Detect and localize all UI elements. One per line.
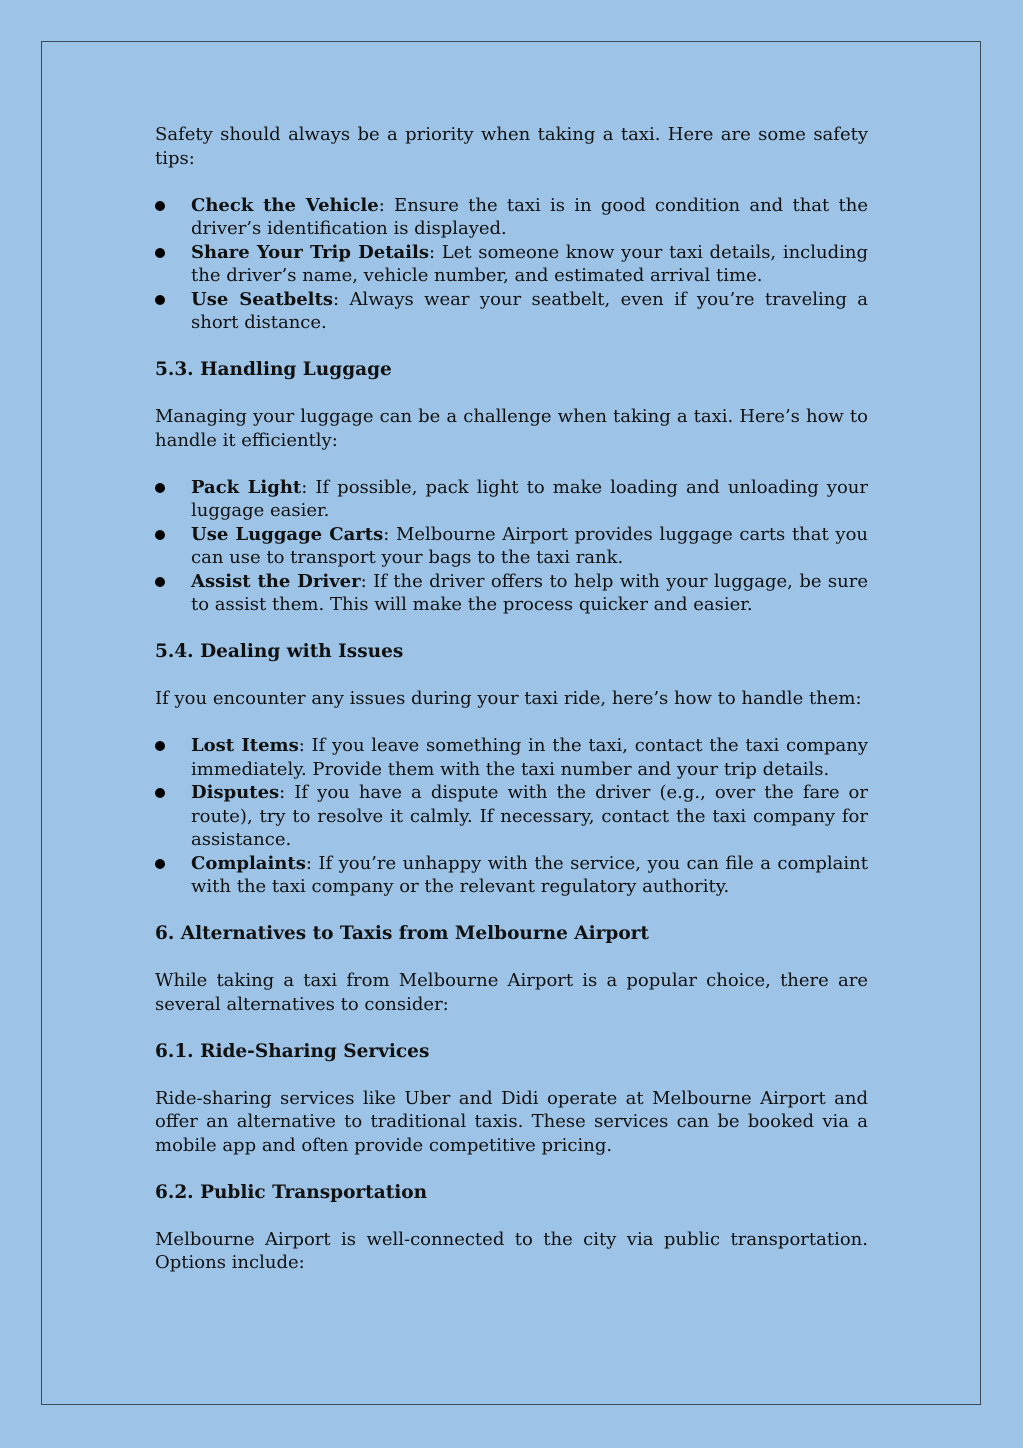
list-item: Complaints: If you’re unhappy with the service, you can file a complaint with the taxi company or the relevant regulatory authority.: [155, 852, 868, 899]
bullet-icon: [155, 741, 165, 751]
safety-tips-list: [155, 194, 868, 335]
list-item: Disputes: If you have a dispute with the driver (e.g., over the fare or route), try to resolve it calmly. If necessary, contact the taxi company for assistance.: [155, 781, 868, 852]
bullet-icon: [155, 788, 165, 798]
bullet-icon: [155, 483, 165, 493]
list-item: Use Luggage Carts: Melbourne Airport provides luggage carts that you can use to transport your bags to the taxi rank.: [155, 523, 868, 570]
section-paragraph: Managing your luggage can be a challenge when taking a taxi. Here’s how to handle it efficiently:: [155, 406, 868, 451]
issues-list: [155, 734, 868, 899]
document-body: [155, 123, 868, 1275]
section-heading-6-2: 6.2. Public Transportation: [155, 1181, 428, 1203]
bullet-icon: [155, 248, 165, 258]
intro-paragraph: Safety should always be a priority when taking a taxi. Here are some safety tips:: [155, 124, 868, 169]
list-item: Use Seatbelts: Always wear your seatbelt, even if you’re traveling a short distance.: [155, 288, 868, 335]
list-item: Assist the Driver: If the driver offers to help with your luggage, be sure to assist them. This will make the process quicker and easier.: [155, 570, 868, 617]
section-paragraph: Ride-sharing services like Uber and Didi operate at Melbourne Airport and offer an alternative to traditional taxis. These services can be booked via a mobile app and often provide competitive pricing.: [155, 1087, 868, 1156]
section-heading-6: 6. Alternatives to Taxis from Melbourne Airport: [155, 923, 649, 944]
bullet-icon: [155, 577, 165, 587]
section-paragraph: While taking a taxi from Melbourne Airport is a popular choice, there are several alternatives to consider:: [155, 970, 868, 1015]
section-heading-5-3: 5.3. Handling Luggage: [155, 359, 392, 380]
section-heading-5-4: 5.4. Dealing with Issues: [155, 641, 404, 662]
bullet-icon: [155, 530, 165, 540]
list-item: Lost Items: If you leave something in the taxi, contact the taxi company immediately. Provide them with the taxi number and your trip details.: [155, 734, 868, 781]
bullet-icon: [155, 201, 165, 211]
list-item: Check the Vehicle: Ensure the taxi is in good condition and that the driver’s identification is displayed.: [155, 194, 868, 241]
bullet-icon: [155, 295, 165, 305]
list-item: Share Your Trip Details: Let someone know your taxi details, including the driver’s name, vehicle number, and estimated arrival time.: [155, 241, 868, 288]
section-heading-6-1: 6.1. Ride-Sharing Services: [155, 1040, 430, 1062]
list-item: Pack Light: If possible, pack light to make loading and unloading your luggage easier.: [155, 476, 868, 523]
section-paragraph: Melbourne Airport is well-connected to the city via public transportation. Options include:: [155, 1228, 868, 1273]
bullet-icon: [155, 859, 165, 869]
section-paragraph: If you encounter any issues during your taxi ride, here’s how to handle them:: [155, 688, 862, 709]
luggage-list: [155, 476, 868, 617]
